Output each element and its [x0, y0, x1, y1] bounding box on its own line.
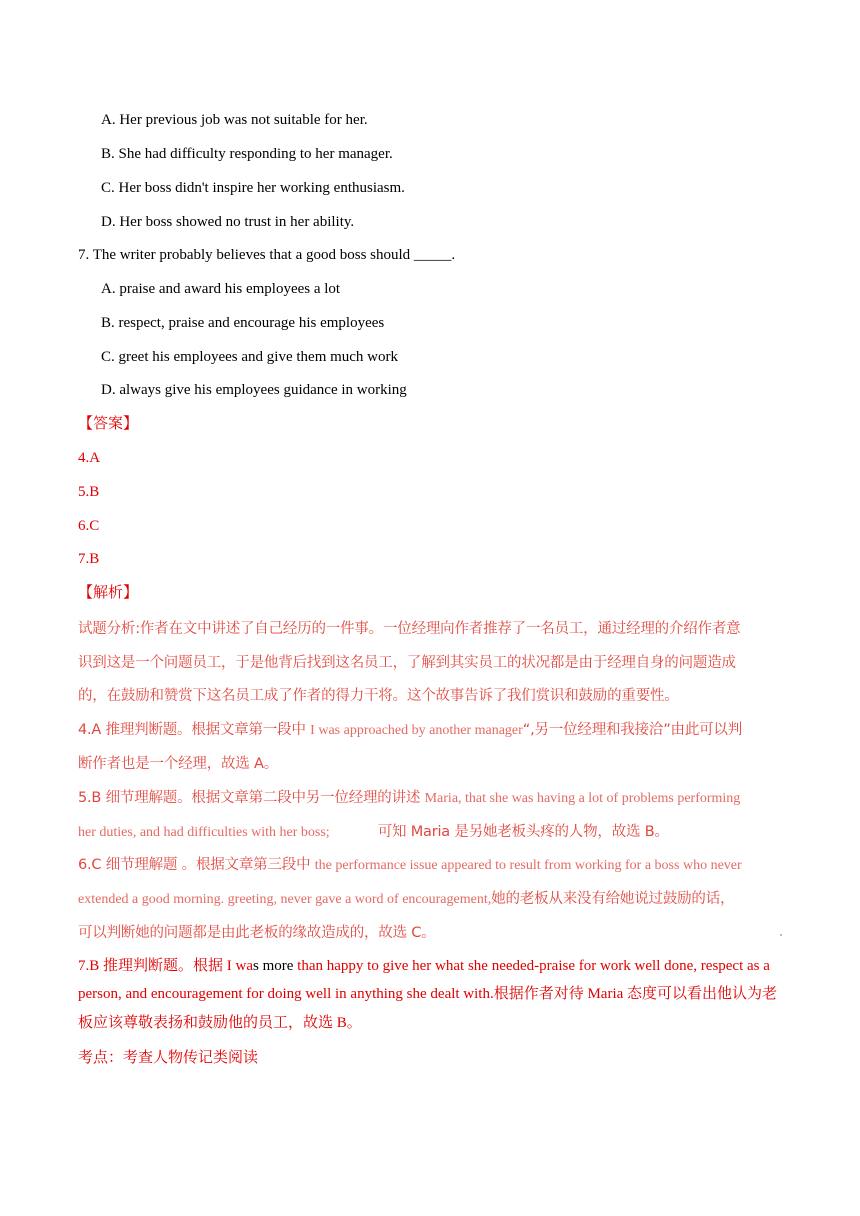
kaodian: 考点：考查人物传记类阅读 [78, 1050, 259, 1066]
q7-option-d: D. always give his employees guidance in working [101, 382, 407, 398]
analysis-line-5: 断作者也是一个经理，故选 A。 [78, 756, 279, 772]
analysis-line-2: 识到这是一个问题员工，于是他背后找到这名员工，了解到其实员工的状况都是由于经理自身的问题造成 [78, 655, 736, 671]
analysis-5-prefix: 5.B 细节理解题。根据文章第二段中另一位经理的讲述 [78, 790, 425, 806]
q7-expl-part-3: than happy to give her what she needed-praise for work well done, respect as a [293, 958, 770, 974]
q7-option-a: A. praise and award his employees a lot [101, 281, 341, 297]
analysis-5-suffix: 可知 Maria 是另她老板头疼的人物，故选 B。 [377, 824, 669, 840]
analysis-6-quote: the performance issue appeared to result from working for a boss who never [314, 858, 742, 873]
q7-expl-part-1: 7.B 推理判断题。根据 I wa [78, 958, 253, 974]
q6-option-a: A. Her previous job was not suitable for her. [101, 112, 368, 128]
analysis-4-prefix: 4.A 推理判断题。根据文章第一段中 [78, 722, 311, 738]
analysis-line-10: 可以判断她的问题都是由此老板的缘故造成的，故选 C。 [78, 925, 436, 941]
q7-option-b: B. respect, praise and encourage his employees [101, 315, 385, 331]
analysis-line-4 [78, 718, 786, 739]
analysis-line-8 [78, 853, 786, 874]
analysis-line-7 [78, 820, 786, 841]
answer-7: 7.B [78, 551, 100, 567]
analysis-5-quote: Maria, that she was having a lot of problems performing [424, 791, 741, 806]
q6-option-b: B. She had difficulty responding to her manager. [101, 146, 393, 162]
q7-explanation-line-3: 板应该尊敬表扬和鼓励他的员工，故选 B。 [78, 1015, 362, 1031]
analysis-header: 【解析】 [78, 585, 139, 601]
q6-option-d: D. Her boss showed no trust in her ability. [101, 214, 355, 230]
q7-explanation-line-2: person, and encouragement for doing well in anything she dealt with.根据作者对待 Maria 态度可以看出他认为老 [78, 986, 778, 1002]
q7-expl-part-2: s more [253, 958, 294, 974]
analysis-4-quote: I was approached by another manager [310, 723, 523, 738]
q7-stem: 7. The writer probably believes that a good boss should _____. [78, 247, 456, 263]
analysis-5-quote-cont: her duties, and had difficulties with her boss; [78, 825, 330, 840]
q7-option-c: C. greet his employees and give them much work [101, 349, 399, 365]
analysis-line-1: 试题分析:作者在文中讲述了自己经历的一件事。一位经理向作者推荐了一名员工，通过经理的介绍作者意 [78, 621, 741, 637]
analysis-line-3: 的，在鼓励和赞赏下这名员工成了作者的得力干将。这个故事告诉了我们赏识和鼓励的重要性。 [78, 688, 679, 704]
answer-6: 6.C [78, 518, 100, 534]
q6-option-c: C. Her boss didn't inspire her working enthusiasm. [101, 180, 405, 196]
analysis-line-6 [78, 786, 786, 807]
answer-4: 4.A [78, 450, 101, 466]
analysis-line-9 [78, 887, 786, 908]
answer-5: 5.B [78, 484, 100, 500]
answer-header: 【答案】 [78, 416, 139, 432]
q7-explanation-line-1 [78, 956, 786, 976]
scan-speck [780, 934, 782, 936]
analysis-6-suffix: 她的老板从来没有给她说过鼓励的话， [491, 891, 735, 907]
analysis-4-suffix: “,另一位经理和我接洽”由此可以判 [522, 722, 743, 738]
analysis-6-prefix: 6.C 细节理解题 。根据文章第三段中 [78, 857, 315, 873]
analysis-6-quote-cont: extended a good morning. greeting, never gave a word of encouragement, [78, 892, 492, 907]
